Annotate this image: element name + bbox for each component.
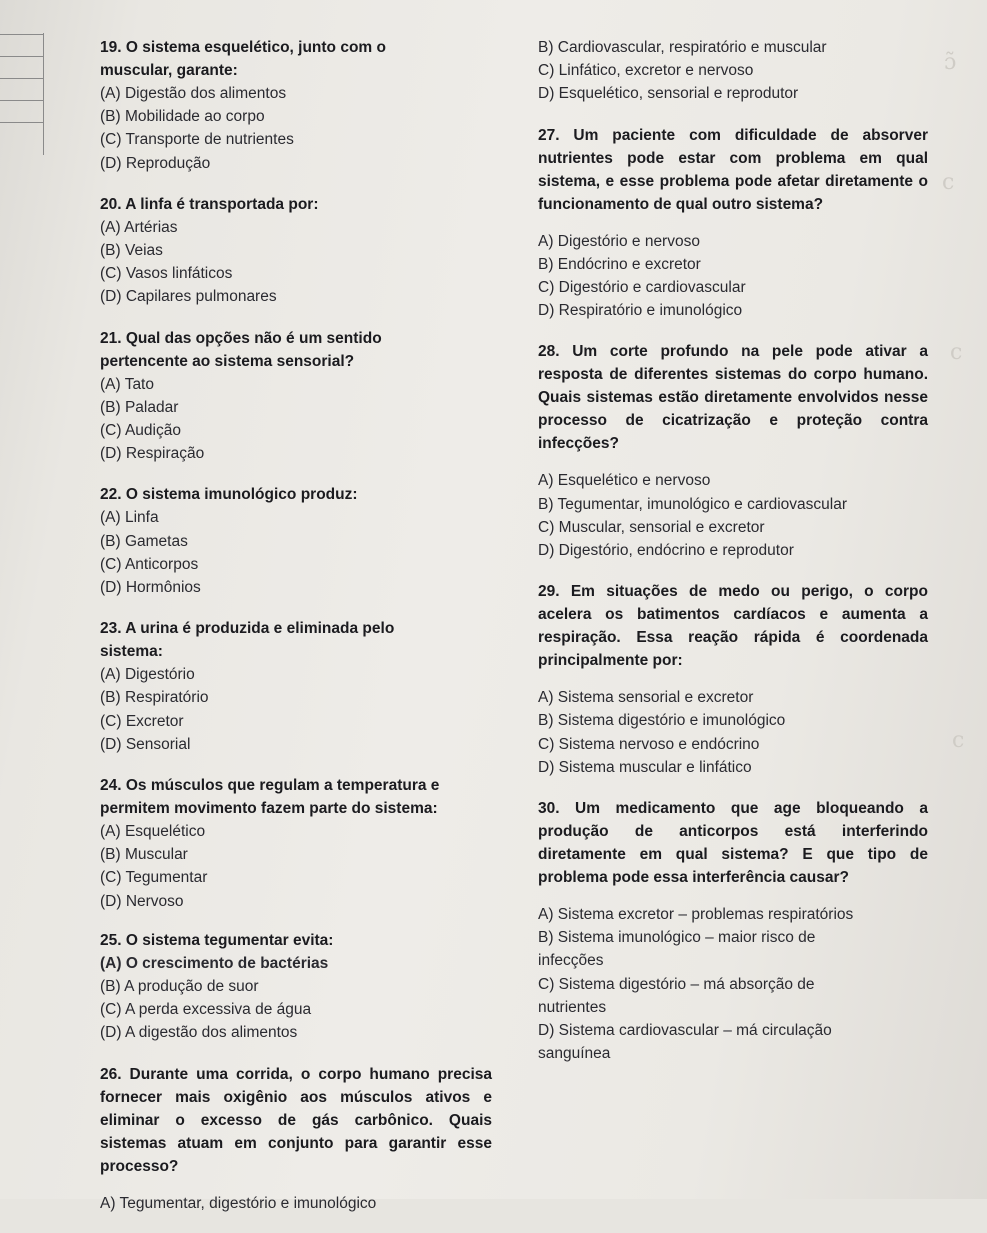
right-column: [538, 36, 928, 1083]
option-23-d: (D) Sensorial: [100, 735, 191, 753]
question-24-title: 24. Os músculos que regulam a temperatura e permitem movimento fazem parte do sistema:: [100, 777, 440, 818]
question-19-title: 19. O sistema esquelético, junto com o muscular, garante:: [100, 39, 386, 79]
option-25-c: (C) A perda excessiva de água: [100, 1001, 312, 1019]
question-27-title: 27. Um paciente com dificuldade de absorver nutrientes pode estar com problema em qual sistema, e esse problema pode afetar diretamente o funcionamento de qual outro sistema?: [538, 126, 928, 213]
question-26-continued: [538, 36, 928, 106]
question-27: [538, 124, 928, 323]
bleed-through-mark: c: [950, 340, 963, 365]
question-26-title: 26. Durante uma corrida, o corpo humano precisa fornecer mais oxigênio aos músculos ativos e eliminar o excesso de gás carbônico. Quais sistemas atuam em conjunto para garantir esse processo?: [100, 1065, 492, 1175]
bleed-through-mark: c: [952, 728, 965, 753]
option-21-a: (A) Tato: [100, 375, 154, 393]
question-24: [100, 774, 500, 913]
option-30-d: D) Sistema cardiovascular – má circulação sanguínea: [538, 1022, 832, 1063]
option-24-d: (D) Nervoso: [100, 892, 184, 910]
option-24-c: (C) Tegumentar: [100, 869, 208, 887]
option-24-b: (B) Muscular: [100, 846, 188, 864]
option-30-b: B) Sistema imunológico – maior risco de infecções: [538, 929, 816, 970]
question-28: [538, 340, 928, 562]
option-27-c: C) Digestório e cardiovascular: [538, 279, 746, 297]
option-26-d: D) Esquelético, sensorial e reprodutor: [538, 85, 799, 103]
bleed-through-mark: ɔ̃: [944, 50, 957, 75]
question-23: [100, 617, 500, 756]
question-20-title: 20. A linfa é transportada por:: [100, 195, 319, 213]
option-19-d: (D) Reprodução: [100, 154, 211, 172]
option-23-b: (B) Respiratório: [100, 689, 209, 707]
question-21-title: 21. Qual das opções não é um sentido pertencente ao sistema sensorial?: [100, 329, 382, 370]
option-20-d: (D) Capilares pulmonares: [100, 288, 277, 306]
option-20-c: (C) Vasos linfáticos: [100, 265, 233, 283]
question-22-title: 22. O sistema imunológico produz:: [100, 486, 358, 504]
option-25-b: (B) A produção de suor: [100, 978, 259, 996]
question-28-title: 28. Um corte profundo na pele pode ativar a resposta de diferentes sistemas do corpo humano. Quais sistemas estão diretamente envolvidos nesse processo de cicatrização e proteção contra infecções?: [538, 343, 928, 453]
option-28-a: A) Esquelético e nervoso: [538, 472, 711, 490]
option-24-a: (A) Esquelético: [100, 823, 206, 841]
option-21-c: (C) Audição: [100, 422, 181, 440]
margin-rule-lines: [0, 34, 44, 144]
option-21-b: (B) Paladar: [100, 398, 179, 416]
option-28-b: B) Tegumentar, imunológico e cardiovascular: [538, 495, 848, 513]
option-29-a: A) Sistema sensorial e excretor: [538, 689, 754, 707]
option-25-a: (A) O crescimento de bactérias: [100, 954, 329, 972]
option-19-c: (C) Transporte de nutrientes: [100, 131, 294, 149]
option-29-d: D) Sistema muscular e linfático: [538, 758, 752, 776]
option-22-d: (D) Hormônios: [100, 579, 201, 597]
question-29-title: 29. Em situações de medo ou perigo, o corpo acelera os batimentos cardíacos e aumenta a respiração. Essa reação rápida é coordenada principalmente por:: [538, 583, 928, 670]
option-20-a: (A) Artérias: [100, 218, 178, 236]
option-28-c: C) Muscular, sensorial e excretor: [538, 518, 765, 536]
option-30-c: C) Sistema digestório – má absorção de nutrientes: [538, 975, 815, 1016]
question-25: [100, 929, 500, 1045]
option-26-b: B) Cardiovascular, respiratório e muscular: [538, 39, 827, 56]
option-19-b: (B) Mobilidade ao corpo: [100, 108, 265, 126]
left-column: [100, 36, 500, 1233]
question-21: [100, 327, 500, 466]
option-23-a: (A) Digestório: [100, 666, 195, 684]
question-30-title: 30. Um medicamento que age bloqueando a produção de anticorpos está interferindo diretamente em qual sistema? E que tipo de problema pode essa interferência causar?: [538, 800, 928, 887]
option-26-c: C) Linfático, excretor e nervoso: [538, 62, 754, 80]
option-23-c: (C) Excretor: [100, 712, 184, 730]
option-26-a: A) Tegumentar, digestório e imunológico: [100, 1194, 377, 1212]
option-20-b: (B) Veias: [100, 242, 163, 260]
option-29-b: B) Sistema digestório e imunológico: [538, 712, 786, 730]
option-22-b: (B) Gametas: [100, 532, 188, 550]
option-22-a: (A) Linfa: [100, 509, 159, 527]
option-25-d: (D) A digestão dos alimentos: [100, 1024, 298, 1042]
question-23-title: 23. A urina é produzida e eliminada pelo sistema:: [100, 620, 395, 661]
option-19-a: (A) Digestão dos alimentos: [100, 85, 287, 102]
option-30-a: A) Sistema excretor – problemas respiratórios: [538, 906, 854, 924]
option-21-d: (D) Respiração: [100, 445, 205, 463]
question-30: [538, 797, 928, 1065]
option-29-c: C) Sistema nervoso e endócrino: [538, 735, 760, 753]
question-20: [100, 193, 500, 309]
option-22-c: (C) Anticorpos: [100, 555, 199, 573]
question-22: [100, 483, 500, 599]
question-29: [538, 580, 928, 779]
option-27-b: B) Endócrino e excretor: [538, 255, 701, 273]
option-27-a: A) Digestório e nervoso: [538, 232, 700, 250]
question-26: [100, 1063, 500, 1215]
bleed-through-mark: c: [942, 170, 955, 195]
option-27-d: D) Respiratório e imunológico: [538, 302, 743, 320]
option-28-d: D) Digestório, endócrino e reprodutor: [538, 542, 794, 560]
question-19: [100, 36, 500, 175]
question-25-title: 25. O sistema tegumentar evita:: [100, 931, 334, 949]
